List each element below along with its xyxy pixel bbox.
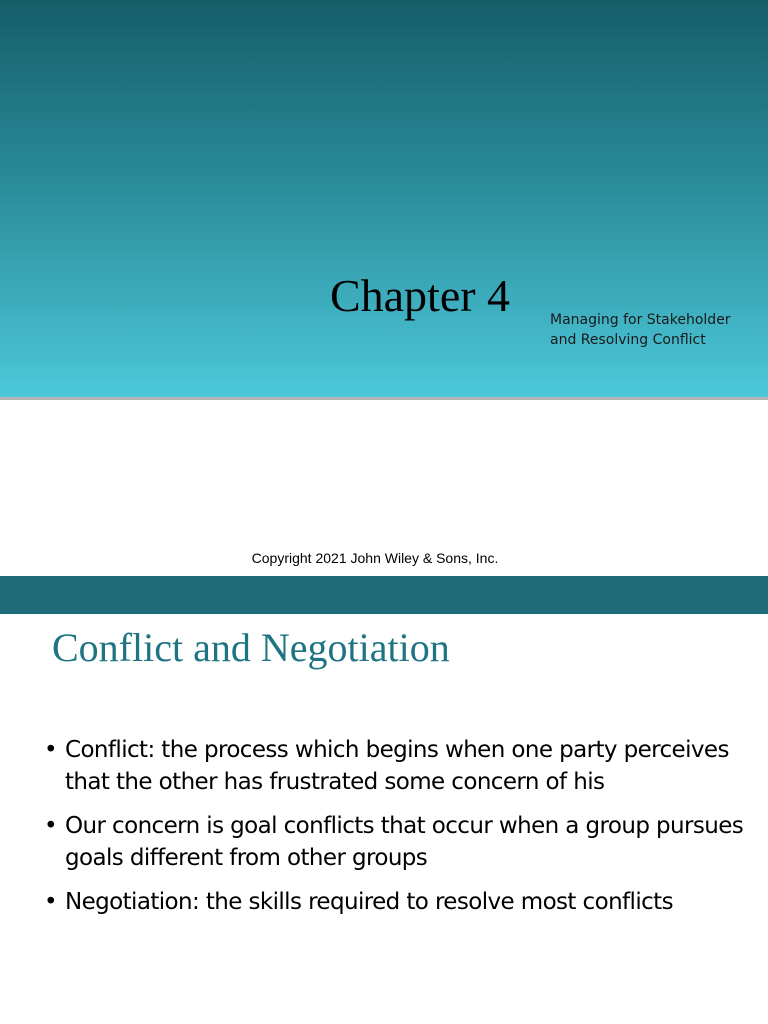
- bullet-text: Negotiation: the skills required to resolve most conflicts: [65, 889, 673, 915]
- bullet-icon: •: [44, 737, 58, 763]
- bullet-item: [44, 886, 754, 918]
- copyright-notice: Copyright 2021 John Wiley & Sons, Inc.: [251, 550, 499, 566]
- subtitle-line: Managing for Stakeholder: [550, 312, 731, 328]
- bullet-text: Our concern is goal conflicts that occur when a group pursues goals different from other groups: [65, 813, 744, 871]
- content-slide: [0, 576, 768, 1024]
- bullet-text: Conflict: the process which begins when one party perceives that the other has frustrated some concern of his: [65, 737, 729, 795]
- bullet-icon: •: [44, 813, 58, 839]
- chapter-subtitle: [550, 310, 760, 350]
- slide-header-bar: [0, 576, 768, 614]
- slide-title: Conflict and Negotiation: [52, 625, 450, 670]
- bullet-icon: •: [44, 889, 58, 915]
- bullet-list: [44, 734, 754, 930]
- banner-divider: [0, 397, 768, 400]
- bullet-item: [44, 810, 754, 874]
- bullet-item: [44, 734, 754, 798]
- chapter-title: Chapter 4: [329, 270, 511, 321]
- subtitle-line: and Resolving Conflict: [550, 332, 706, 348]
